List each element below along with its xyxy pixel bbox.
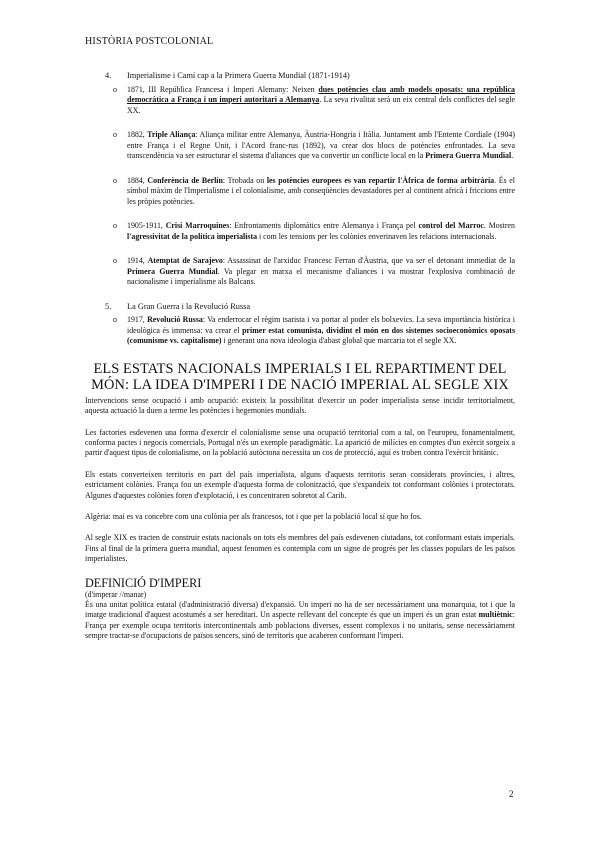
- page-number: 2: [509, 789, 514, 799]
- bullet-o-icon: o: [113, 175, 117, 185]
- bullet-o-icon: o: [113, 315, 117, 325]
- running-header: HISTÒRIA POSTCOLONIAL: [85, 36, 214, 47]
- bullet-o-icon: o: [113, 221, 117, 231]
- definition-heading: DEFINICIÓ D'IMPERI: [85, 575, 202, 590]
- page-body: [85, 71, 515, 653]
- list-title: La Gran Guerra i la Revolució Russa: [127, 301, 251, 311]
- timeline-text: 1917, Revolució Russa: Va enderrocar el règim tsarista i va portar al poder els bolxevics. La seva importància històrica i ideològica és immensa: va crear el primer estat comunista, dividint el món en dos sistemes socioeconòmics oposats (comunisme vs. capitalisme) i generant una nova ideologia d'abast global que marcaria tot el segle XX.: [127, 315, 516, 346]
- paragraph: Intervencions sense ocupació i amb ocupació: existeix la possibilitat d'exercir un poder imperialista sense incidir territorialment, aquesta actuació la duen a terme les potències i hegemonies mundials.: [85, 395, 515, 416]
- timeline-entry: [113, 130, 515, 162]
- timeline-text: 1871, III República Francesa i Imperi Alemany: Neixen dues potències clau amb models oposats: una república democràtica a França i un imperi autoritari a Alemanya. La seva rivalitat serà un eix central dels conflictes del segle XX.: [127, 84, 516, 115]
- list-item-4: [85, 71, 515, 82]
- bullet-o-icon: o: [113, 130, 117, 140]
- paragraph: Algèria: mai es va concebre com una colònia per als francesos, tot i que per la població local sí que ho fos.: [85, 511, 422, 521]
- timeline-entry: [113, 221, 515, 242]
- list-number: 5.: [105, 301, 112, 311]
- paragraph: Els estats converteixen territoris en part del país imperialista, alguns d'aquests territoris seran considerats províncies, i altres, estrictament colònies. França fou un exemple d'aquesta forma de colonització, que s'expandeix tot conformant colònies i protectorats. Algunes d'aquestes colònies foren d'explotació, i es concentraren sobretot al Carib.: [85, 469, 515, 500]
- list-item-5: [85, 302, 515, 313]
- timeline-entry: [113, 315, 515, 347]
- timeline-text: 1905-1911, Crisi Marroquines: Enfrontaments diplomàtics entre Alemanya i França pel control del Marroc. Mostren l'agressivitat de la política imperialista i com les tensions per les colònies enverinaven les relacions internacionals.: [127, 221, 515, 241]
- timeline-text: 1884, Conferència de Berlín: Trobada on les potències europees es van repartir l'Àfrica de forma arbitrària. És el símbol màxim de l'Imperialisme i el colonialisme, amb conseqüències devastadores per al continent africà i friccions entre les pròpies potències.: [127, 175, 515, 206]
- bullet-o-icon: o: [113, 84, 117, 94]
- timeline-entry: [113, 85, 515, 117]
- definition-text: És una unitat política estatal (d'administració diversa) d'expansió. Un imperi no ha de ser necessàriament una monarquia, tot i que la imatge tradicional d'aquest acostumés a ser hereditari. Un aspecte rellevant del concepte és que un imperi és un gran estat multiètnic: França per exemple ocupa territoris intercontinentals amb poblacions diverses, essent complexos i no unitaris, sense necessàriament sempre tractar-se d'ocupacions de països sencers, sinó de territoris que acaberen conformant l'imperi.: [85, 599, 515, 641]
- timeline-text: 1882, Triple Aliança: Aliança militar entre Alemanya, Àustria-Hongria i Itàlia. Juntament amb l'Entente Cordiale (1904) entre França i el Regne Unit, i l'Acord franc-rus (1892), va crear dos blocs de potències enfrontades. La seva transcendència va ser estructurar el sistema d'aliances que va convertir un conflicte local en la Primera Guerra Mundial.: [127, 130, 515, 161]
- timeline-entry: [113, 256, 515, 288]
- list-title: Imperialisme i Camí cap a la Primera Guerra Mundial (1871-1914): [127, 71, 350, 80]
- timeline-entry: [113, 176, 515, 208]
- paragraph: Les factories esdevenen una forma d'exercir el colonialisme sense una ocupació territorial com a tal, on l'europeu, fonamentalment, conforma pactes i negocis comercials, Portugal n'és un exemple paradigmàtic. La aparició de milícies en comptes d'un exèrcit sorgeix a partir d'aquest tipus de colonialisme, on la població autòctona necessita un cos de protecció, aquí es troben contra l'exèrcit britànic.: [85, 427, 515, 458]
- section-heading: ELS ESTATS NACIONALS IMPERIALS I EL REPARTIMENT DEL MÓN: LA IDEA D'IMPERI I DE NACIÓ IMPERIAL AL SEGLE XIX: [91, 360, 509, 393]
- list-number: 4.: [105, 71, 112, 80]
- timeline-text: 1914, Atemptat de Sarajevo: Assassinat de l'arxiduc Francesc Ferran d'Àustria, que va ser el detonant immediat de la Primera Guerra Mundial. Va plegar en marxa el mecanisme d'aliances i va mostrar l'explosiva combinació de nacionalisme i imperialisme als Balcans.: [127, 256, 516, 287]
- bullet-o-icon: o: [113, 256, 117, 266]
- paragraph: Al segle XIX es tracten de construir estats nacionals on tots els membres del país esdevenen ciutadans, tot conformant estats imperials. Fins al final de la primera guerra mundial, aquest fenomen es contempla com un signe de progrés per les classes populars de les països imperialistes.: [85, 533, 515, 564]
- etymology: (d'imperar //manar): [85, 589, 147, 599]
